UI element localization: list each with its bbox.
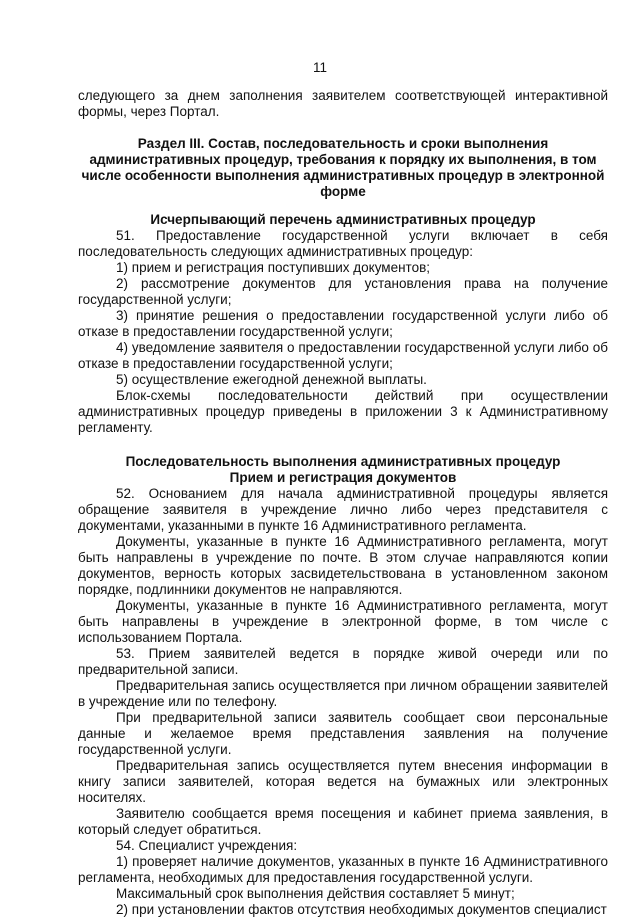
body-paragraph: 2) рассмотрение документов для установления права на получение государственной услуги; xyxy=(78,276,608,307)
body-paragraph: 52. Основанием для начала административной процедуры является обращение заявителя в учреждение лично либо через представителя с документами, указанными в пункте 16 Административного регламента. xyxy=(78,486,608,533)
body-paragraph: Максимальный срок выполнения действия составляет 5 минут; xyxy=(116,886,515,901)
body-paragraph: 5) осуществление ежегодной денежной выплаты. xyxy=(116,372,427,387)
section-heading: Раздел III. Состав, последовательность и сроки выполнения административных процедур, требования к порядку их выполнения, в том числе особенности выполнения административных процедур в электронной форме xyxy=(81,136,605,199)
body-paragraph: Предварительная запись осуществляется путем внесения информации в книгу записи заявителей, которая ведется на бумажных или электронных носителях. xyxy=(78,758,608,805)
body-paragraph: 1) прием и регистрация поступивших документов; xyxy=(116,260,431,275)
body-paragraph: Документы, указанные в пункте 16 Административного регламента, могут быть направлены в учреждение по почте. В этом случае направляются копии документов, верность которых засвидетельствована в установленном законом порядке, подлинники документов не направляются. xyxy=(78,534,608,597)
body-paragraph: Блок-схемы последовательности действий при осуществлении административных процедур приведены в приложении 3 к Административному регламенту. xyxy=(78,388,608,435)
body-paragraph: 2) при установлении фактов отсутствия необходимых документов специалист xyxy=(116,902,607,917)
body-paragraph: 51. Предоставление государственной услуги включает в себя последовательность следующих административных процедур: xyxy=(78,228,608,259)
section-heading: Последовательность выполнения административных процедур xyxy=(125,454,561,469)
body-paragraph: При предварительной записи заявитель сообщает свои персональные данные и желаемое время представления заявления на получение государственной услуги. xyxy=(78,710,608,757)
body-paragraph: 4) уведомление заявителя о предоставлении государственной услуги либо об отказе в предоставлении государственной услуги; xyxy=(78,340,608,371)
section-heading: Прием и регистрация документов xyxy=(229,470,457,485)
body-paragraph: 53. Прием заявителей ведется в порядке живой очереди или по предварительной записи. xyxy=(78,646,608,677)
body-paragraph: Предварительная запись осуществляется при личном обращении заявителей в учреждение или по телефону. xyxy=(78,678,608,709)
body-paragraph: 54. Специалист учреждения: xyxy=(116,838,298,853)
page-number: 11 xyxy=(312,60,327,75)
body-paragraph: Заявителю сообщается время посещения и кабинет приема заявления, в который следует обратиться. xyxy=(78,806,608,837)
body-paragraph: 1) проверяет наличие документов, указанных в пункте 16 Административного регламента, необходимых для предоставления государственной услуги. xyxy=(78,854,608,885)
document-body xyxy=(78,88,608,918)
body-paragraph: следующего за днем заполнения заявителем соответствующей интерактивной формы, через Портал. xyxy=(78,88,608,119)
section-heading: Исчерпывающий перечень административных процедур xyxy=(150,212,536,227)
body-paragraph: 3) принятие решения о предоставлении государственной услуги либо об отказе в предоставлении государственной услуги; xyxy=(78,308,608,339)
body-paragraph: Документы, указанные в пункте 16 Административного регламента, могут быть направлены в учреждение в электронной форме, в том числе с использованием Портала. xyxy=(78,598,608,645)
